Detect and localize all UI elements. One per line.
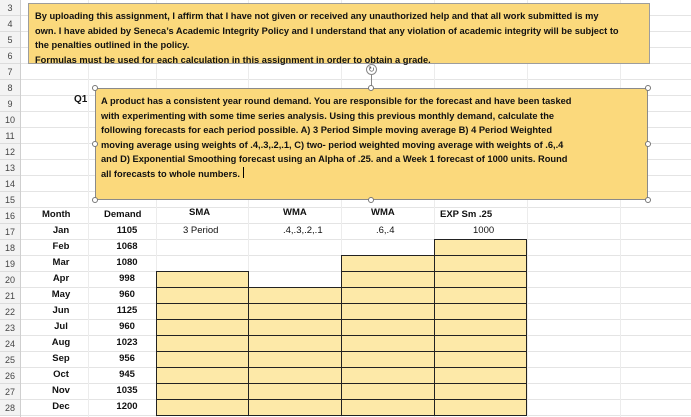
month-cell[interactable]: Apr [52,273,70,284]
row-number[interactable]: 3 [0,0,20,16]
row-number[interactable]: 16 [0,208,20,224]
question-line-5: and D) Exponential Smoothing forecast using an Alpha of .25. and a Week 1 forecast of 1000 units. Round [101,154,568,164]
wma4-answer-range[interactable] [248,287,342,416]
row-number[interactable]: 6 [0,48,20,64]
month-cell[interactable]: Oct [53,369,69,380]
month-cell[interactable]: Jun [52,305,70,316]
header-month[interactable]: Month [42,209,71,220]
demand-cell[interactable]: 1200 [116,401,138,412]
month-cell[interactable]: Feb [52,241,70,252]
subheader-initial-forecast[interactable]: 1000 [473,225,495,236]
integrity-line-1: By uploading this assignment, I affirm that I have not given or received any unauthorized help and that all work submitted is my [35,11,599,21]
question-label: Q1 [74,94,88,105]
subheader-wma-2-weights[interactable]: .6,.4 [376,225,395,236]
row-number[interactable]: 7 [0,64,20,80]
integrity-line-2: own. I have abided by Seneca’s Academic Integrity Policy and I understand that any violation of academic integrity will be subject to [35,25,619,36]
row-number[interactable]: 14 [0,176,20,192]
row-number[interactable]: 13 [0,160,20,176]
row-number[interactable]: 28 [0,400,20,416]
demand-cell[interactable]: 945 [119,369,135,380]
row-number[interactable]: 27 [0,384,20,400]
demand-cell[interactable]: 960 [119,289,135,300]
question-line-1: A product has a consistent year round demand. You are responsible for the forecast and have been tasked [101,96,572,106]
row-number[interactable]: 21 [0,288,20,304]
integrity-line-4: Formulas must be used for each calculation in this assignment in order to obtain a grade. [35,54,431,65]
month-cell[interactable]: Jul [54,321,68,332]
demand-cell[interactable]: 1105 [116,225,138,236]
month-cell[interactable]: Nov [52,385,70,396]
question-text-box[interactable] [95,88,648,200]
row-number[interactable]: 25 [0,352,20,368]
integrity-line-3: the penalties outlined in the policy. [35,40,190,50]
resize-handle-top-left[interactable] [92,85,98,91]
resize-handle-top[interactable] [368,85,374,91]
resize-handle-top-right[interactable] [645,85,651,91]
month-cell[interactable]: Sep [52,353,70,364]
header-wma-4[interactable]: WMA [283,207,307,218]
resize-handle-left[interactable] [92,141,98,147]
exp-smoothing-answer-range[interactable] [434,239,527,416]
demand-cell[interactable]: 956 [119,353,135,364]
row-number[interactable]: 19 [0,256,20,272]
month-cell[interactable]: May [51,289,71,300]
resize-handle-bottom-left[interactable] [92,197,98,203]
row-number[interactable]: 12 [0,144,20,160]
row-number[interactable]: 5 [0,32,20,48]
demand-cell[interactable]: 1080 [116,257,138,268]
question-line-2: with experimenting with some time series analysis. Using this previous monthly demand, calculate the [101,110,555,121]
text-cursor [243,167,244,178]
question-line-3: following forecasts for each period possible. A) 3 Period Simple moving average B) 4 Period Weighted [101,125,552,135]
row-number[interactable]: 11 [0,128,20,144]
row-number[interactable]: 10 [0,112,20,128]
question-line-4: moving average using weights of .4,.3,.2,.1, C) two- period weighted moving average with weights of .6,.4 [101,139,564,150]
row-number[interactable]: 20 [0,272,20,288]
question-line-6-text: all forecasts to whole numbers. [101,168,240,179]
row-number[interactable]: 26 [0,368,20,384]
month-cell[interactable]: Dec [52,401,70,412]
wma2-answer-range[interactable] [341,255,435,416]
subheader-sma-periods[interactable]: 3 Period [183,225,219,236]
question-line-6 [101,167,647,182]
header-demand[interactable]: Demand [104,209,142,220]
row-number[interactable]: 8 [0,80,20,96]
row-number[interactable]: 17 [0,224,20,240]
demand-cell[interactable]: 1125 [116,305,138,316]
header-wma-2[interactable]: WMA [371,207,395,218]
resize-handle-bottom[interactable] [368,197,374,203]
row-number[interactable]: 24 [0,336,20,352]
row-number[interactable]: 4 [0,16,20,32]
demand-cell[interactable]: 1035 [116,385,138,396]
header-sma[interactable]: SMA [189,207,211,218]
header-exp-smoothing[interactable]: EXP Sm .25 [440,209,493,220]
row-number[interactable]: 18 [0,240,20,256]
demand-cell[interactable]: 1023 [116,337,138,348]
month-cell[interactable]: Mar [52,257,70,268]
row-number[interactable]: 9 [0,96,20,112]
row-number[interactable]: 15 [0,192,20,208]
row-number[interactable]: 22 [0,304,20,320]
demand-cell[interactable]: 960 [119,321,135,332]
month-cell[interactable]: Jan [52,225,70,236]
rotate-handle-icon[interactable]: ↻ [366,64,377,75]
month-cell[interactable]: Aug [51,337,71,348]
subheader-wma-weights[interactable]: .4,.3,.2,.1 [283,225,323,236]
integrity-statement-box[interactable] [28,3,650,64]
resize-handle-bottom-right[interactable] [645,197,651,203]
demand-cell[interactable]: 998 [119,273,135,284]
resize-handle-right[interactable] [645,141,651,147]
demand-cell[interactable]: 1068 [116,241,138,252]
sma-answer-range[interactable] [156,271,249,416]
row-number[interactable]: 23 [0,320,20,336]
